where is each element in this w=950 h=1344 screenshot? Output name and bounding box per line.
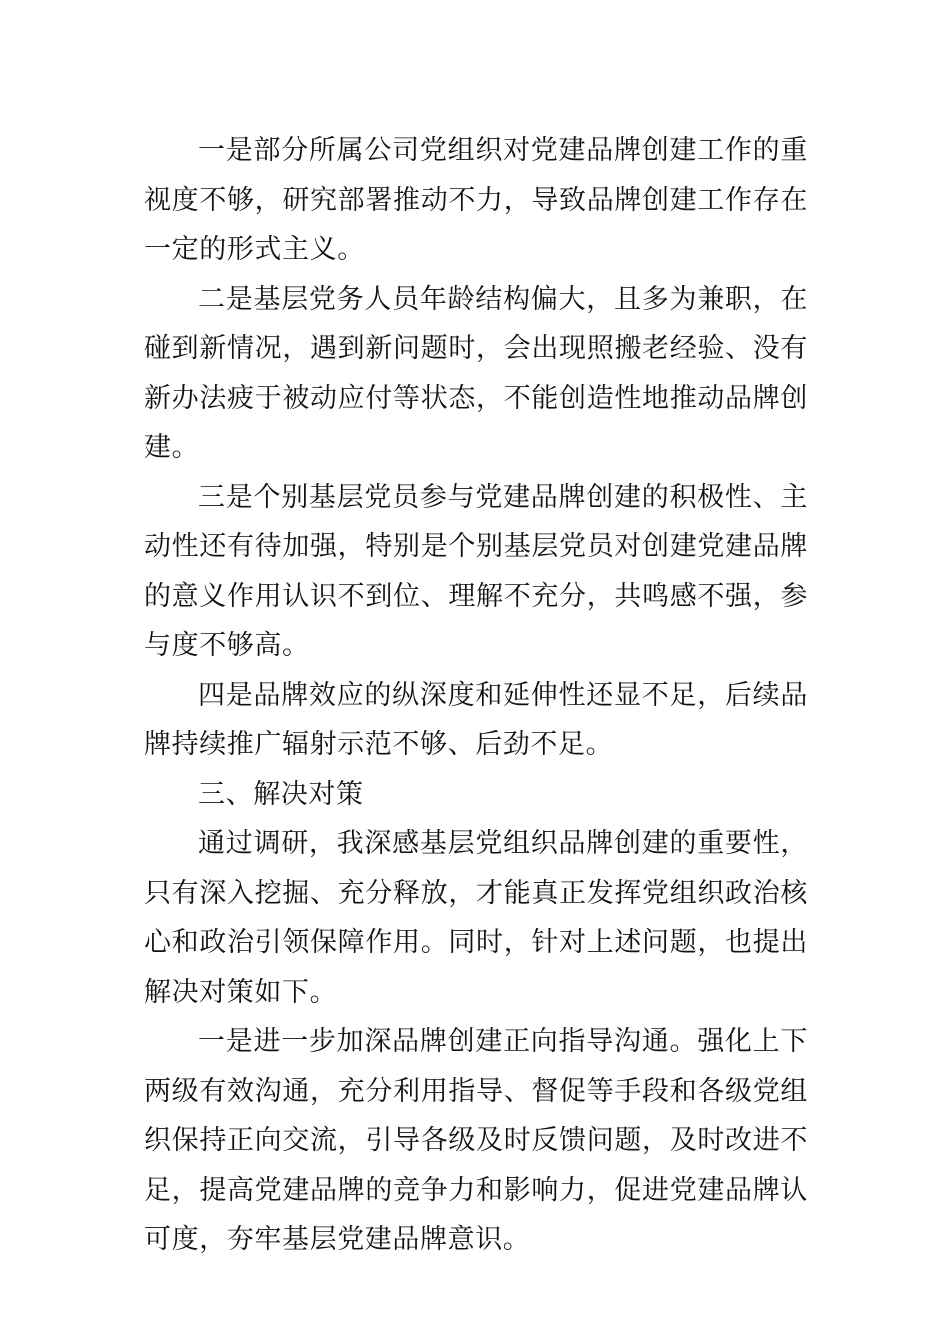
paragraph-problem-2: 二是基层党务人员年龄结构偏大，且多为兼职，在碰到新情况，遇到新问题时，会出现照搬老经验、没有新办法疲于被动应付等状态，不能创造性地推动品牌创建。 — [144, 283, 808, 463]
paragraph-solutions-intro: 通过调研，我深感基层党组织品牌创建的重要性，只有深入挖掘、充分释放，才能真正发挥党组织政治核心和政治引领保障作用。同时，针对上述问题，也提出解决对策如下。 — [144, 828, 808, 1008]
document-body — [144, 126, 808, 1265]
paragraph-problem-1: 一是部分所属公司党组织对党建品牌创建工作的重视度不够，研究部署推动不力，导致品牌创建工作存在一定的形式主义。 — [144, 135, 808, 265]
paragraph-solution-1: 一是进一步加深品牌创建正向指导沟通。强化上下两级有效沟通，充分利用指导、督促等手段和各级党组织保持正向交流，引导各级及时反馈问题，及时改进不足，提高党建品牌的竞争力和影响力，促进党建品牌认可度，夯牢基层党建品牌意识。 — [144, 1026, 808, 1255]
section-heading-solutions: 三、解决对策 — [198, 778, 364, 810]
paragraph-problem-4: 四是品牌效应的纵深度和延伸性还显不足，后续品牌持续推广辐射示范不够、后劲不足。 — [144, 679, 808, 760]
paragraph-problem-3: 三是个别基层党员参与党建品牌创建的积极性、主动性还有待加强，特别是个别基层党员对创建党建品牌的意义作用认识不到位、理解不充分，共鸣感不强，参与度不够高。 — [144, 481, 808, 661]
